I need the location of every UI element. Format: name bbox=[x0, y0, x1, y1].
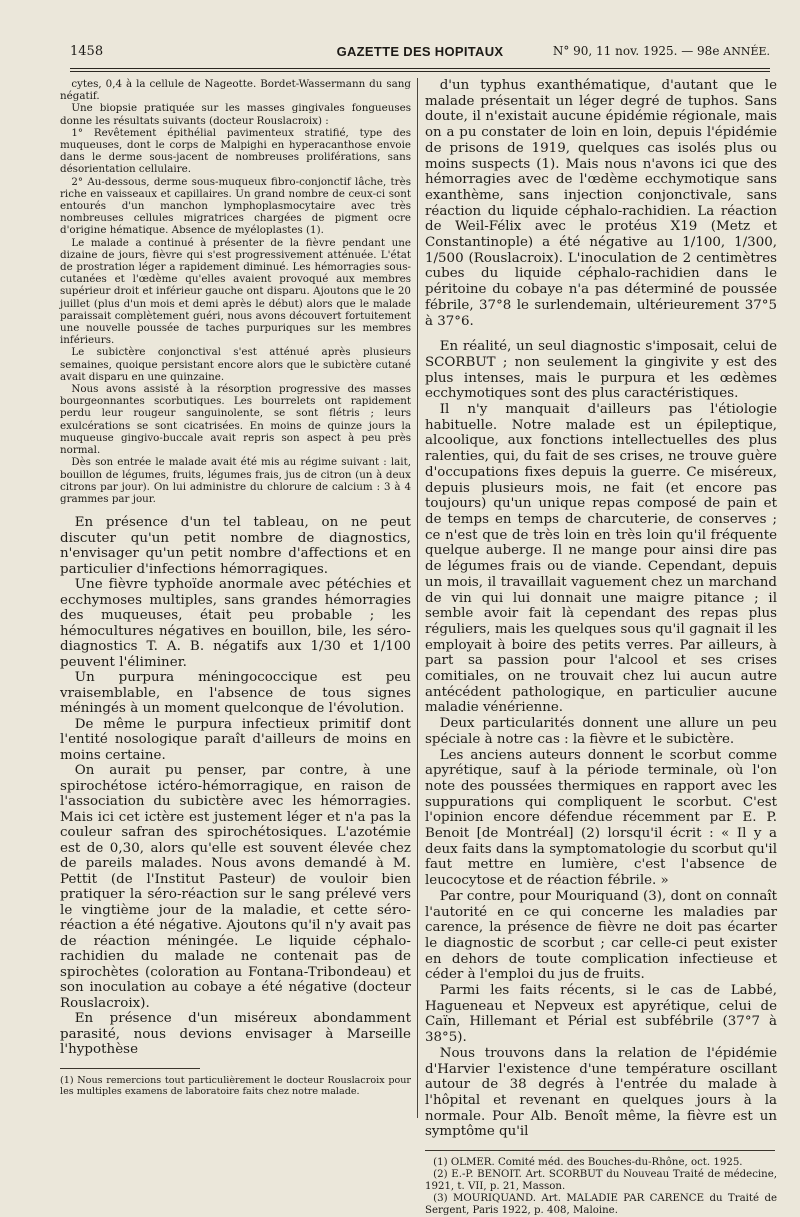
footnotes-left bbox=[60, 1075, 411, 1098]
footnotes-right bbox=[425, 1157, 777, 1217]
paragraph: cytes, 0,4 à la cellule de Nageotte. Bordet-Wassermann du sang négatif. bbox=[60, 78, 411, 103]
paragraph: Les anciens auteurs donnent le scorbut comme apyrétique, sauf à la période terminale, où l'on note des poussées thermiques en rapport avec les suppurations qui compliquent le scorbut. C'est l'opinion encore défendue récemment par E. P. Benoit [de Montréal] (2) lorsqu'il écrit : « Il y a deux faits dans la symptomatologie du scorbut qu'il faut mettre en lumière, c'est l'absence de leucocytose et de réaction fébrile. » bbox=[425, 747, 777, 889]
footnote-rule bbox=[60, 1068, 200, 1069]
discussion-section bbox=[60, 515, 411, 1058]
footnote: (1) OLMER. Comité méd. des Bouches-du-Rhône, oct. 1925. bbox=[433, 1157, 743, 1169]
paragraph: Nous trouvons dans la relation de l'épidémie d'Harvier l'existence d'une température oscillant autour de 38 degrés à l'entrée du malade à l'hôpital et revenant en quelques jours à la normale. Pour Alb. Benoît même, la fièvre est un symptôme qu'il bbox=[425, 1045, 777, 1140]
paragraph: En réalité, un seul diagnostic s'imposait, celui de SCORBUT ; non seulement la gingivite y est des plus intenses, mais le purpura et les œdèmes ecchymotiques sont des plus caractéristiques. bbox=[425, 339, 777, 402]
right-column bbox=[425, 78, 777, 1217]
paragraph: Nous avons assisté à la résorption progressive des masses bourgeonnantes scorbutiques. Les bourrelets ont rapidement perdu leur rougeur sanguinolente, se sont flétris ; leurs exulcérations se sont cicatrisées. En moins de quinze jours la muqueuse gingivo-buccale avait repris son aspect à peu près normal. bbox=[60, 383, 411, 457]
page-number: 1458 bbox=[70, 44, 104, 59]
paragraph: 1° Revêtement épithélial pavimenteux stratifié, type des muqueuses, dont le corps de Malpighi en hyperacanthose envoie dans le derme sous-jacent de nombreuses proliférations, sans désorientation cellulaire. bbox=[60, 126, 411, 176]
footnote: (1) Nous remercions tout particulièrement le docteur Rouslacroix pour les multiples examens de laboratoire faits chez notre malade. bbox=[60, 1074, 411, 1098]
right-body bbox=[425, 78, 777, 1140]
paragraph: Parmi les faits récents, si le cas de Labbé, Hagueneau et Nepveux est apyrétique, celui de Caïn, Hillemant et Périal est subfébrile (37°7 à 38°5). bbox=[425, 983, 777, 1046]
case-report-section bbox=[60, 78, 411, 505]
column-divider bbox=[417, 78, 418, 1118]
header-rule bbox=[70, 68, 770, 69]
paragraph: De même le purpura infectieux primitif dont l'entité nosologique paraît d'ailleurs de moins en moins certaine. bbox=[60, 716, 411, 763]
footnote: (3) MOURIQUAND. Art. MALADIE PAR CARENCE du Traité de Sergent, Paris 1922, p. 408, Maloine. bbox=[425, 1193, 777, 1217]
issue-date: N° 90, 11 nov. 1925. — 98e bbox=[552, 44, 720, 58]
footnote-rule bbox=[425, 1150, 775, 1151]
paragraph: d'un typhus exanthématique, d'autant que le malade présentait un léger degré de tuphos. Sans doute, il n'existait aucune épidémie régionale, mais on a pu constater de loin en loin, depuis l'épidémie de prisons de 1919, quelques cas isolés plus ou moins suspects (1). Mais nous n'avons ici que des hémorragies avec de l'œdème ecchymotique sans exanthème, sans injection conjonctivale, sans réaction du liquide céphalo-rachidien. La réaction de Weil-Félix avec le protéus X19 (Metz et Constantinople) a été négative au 1/100, 1/300, 1/500 (Rouslacroix). L'inoculation de 2 centimètres cubes du liquide céphalo-rachidien dans le péritoine du cobaye n'a pas déterminé de poussée fébrile, 37°8 le surlendemain, ultérieurement 37°5 à 37°6. bbox=[425, 78, 777, 329]
issue-suffix: ANNÉE. bbox=[723, 45, 770, 58]
paragraph: Une fièvre typhoïde anormale avec pétéchies et ecchymoses multiples, sans grandes hémorragies des muqueuses, était peu probable ; les hémocultures négatives en bouillon, bile, les séro-diagnostics T. A. B. négatifs aux 1/30 et 1/100 peuvent l'éliminer. bbox=[60, 577, 411, 670]
paragraph: En présence d'un tel tableau, on ne peut discuter qu'un petit nombre de diagnostics, n'envisager qu'un petit nombre d'affections et en particulier d'infections hémorragiques. bbox=[60, 515, 411, 577]
left-column bbox=[60, 78, 411, 1097]
paragraph: Il n'y manquait d'ailleurs pas l'étiologie habituelle. Notre malade est un épileptique, alcoolique, aux fonctions intellectuelles des plus ralenties, qui, du fait de ses crises, ne trouve guère d'occupations fixes depuis la guerre. Ce miséreux, depuis plusieurs mois, ne fait (et encore pas toujours) qu'un unique repas composé de pain et de temps en temps de charcuterie, de conserves ; ce n'est que de très loin en très loin qu'il fréquente quelque auberge. Il ne mange pour ainsi dire pas de légumes frais ou de viande. Cependant, depuis un mois, il travaillait vaguement chez un marchand de vin qui lui donnait une maigre pitance ; il semble avoir fait là cependant des repas plus réguliers, mais les quelques sous qu'il gagnait il les employait à boire des petits verres. Par ailleurs, à part sa passion pour l'alcool et ses crises comitiales, on ne trouvait chez lui aucun autre antécédent pathologique, en particulier aucune maladie vénérienne. bbox=[425, 402, 777, 716]
issue-info bbox=[553, 44, 770, 58]
paragraph: Par contre, pour Mouriquand (3), dont on connaît l'autorité en ce qui concerne les maladies par carence, la présence de fièvre ne doit pas écarter le diagnostic de scorbut ; car celle-ci peut exister en dehors de toute complication infectieuse et céder à l'emploi du jus de fruits. bbox=[425, 888, 777, 983]
header-rule-double bbox=[70, 71, 770, 72]
paragraph: Un purpura méningococcique est peu vraisemblable, en l'absence de tous signes méningés à un moment quelconque de l'évolution. bbox=[60, 670, 411, 717]
running-header bbox=[70, 44, 770, 66]
paragraph: 2° Au-dessous, derme sous-muqueux fibro-conjonctif lâche, très riche en vaisseaux et capillaires. Un grand nombre de ceux-ci sont entourés d'un manchon lymphoplasmocytaire avec très nombreuses cellules migratrices chargées de pigment ocre d'origine hématique. Absence de myéloplastes (1). bbox=[60, 175, 411, 237]
footnote: (2) E.-P. BENOIT. Art. SCORBUT du Nouveau Traité de médecine, 1921, t. VII, p. 21, Masson. bbox=[425, 1169, 777, 1193]
paragraph: Le malade a continué à présenter de la fièvre pendant une dizaine de jours, fièvre qui s'est progressivement atténuée. L'état de prostration léger a rapidement diminué. Les hémorragies sous-cutanées et l'œdème qu'elles avaient provoqué aux membres supérieur droit et inférieur gauche ont disparu. Ajoutons que le 20 juillet (plus d'un mois et demi après le début) alors que le malade paraissait complètement guéri, nous avons découvert fortuitement une nouvelle poussée de taches purpuriques sur les membres inférieurs. bbox=[60, 236, 411, 347]
paragraph: En présence d'un miséreux abondamment parasité, nous devions envisager à Marseille l'hypothèse bbox=[60, 1011, 411, 1058]
paragraph: Dès son entrée le malade avait été mis au régime suivant : lait, bouillon de légumes, fruits, légumes frais, jus de citron (un à deux citrons par jour). On lui administre du chlorure de calcium : 3 à 4 grammes par jour. bbox=[60, 456, 411, 505]
journal-title: GAZETTE DES HOPITAUX bbox=[336, 44, 504, 59]
paragraph: Deux particularités donnent une allure un peu spéciale à notre cas : la fièvre et le subictère. bbox=[425, 716, 777, 747]
paragraph: Le subictère conjonctival s'est atténué après plusieurs semaines, quoique persistant encore alors que le subictère cutané avait disparu en une quinzaine. bbox=[60, 346, 411, 383]
paragraph: On aurait pu penser, par contre, à une spirochétose ictéro-hémorragique, en raison de l'association du subictère avec les hémorragies. Mais ici cet ictère est justement léger et n'a pas la couleur safran des spirochétosiques. L'azotémie est de 0,30, alors qu'elle est souvent élevée chez de pareils malades. Nous avons demandé à M. Pettit (de l'Institut Pasteur) de vouloir bien pratiquer la séro-réaction sur le sang prélevé vers le vingtième jour de la maladie, et cette séro-réaction a été négative. Ajoutons qu'il n'y avait pas de réaction méningée. Le liquide céphalo-rachidien du malade ne contenait pas de spirochètes (coloration au Fontana-Tribondeau) et son inoculation au cobaye a été négative (docteur Rouslacroix). bbox=[60, 763, 411, 1011]
paragraph: Une biopsie pratiquée sur les masses gingivales fongueuses donne les résultats suivants (docteur Rouslacroix) : bbox=[60, 102, 411, 127]
